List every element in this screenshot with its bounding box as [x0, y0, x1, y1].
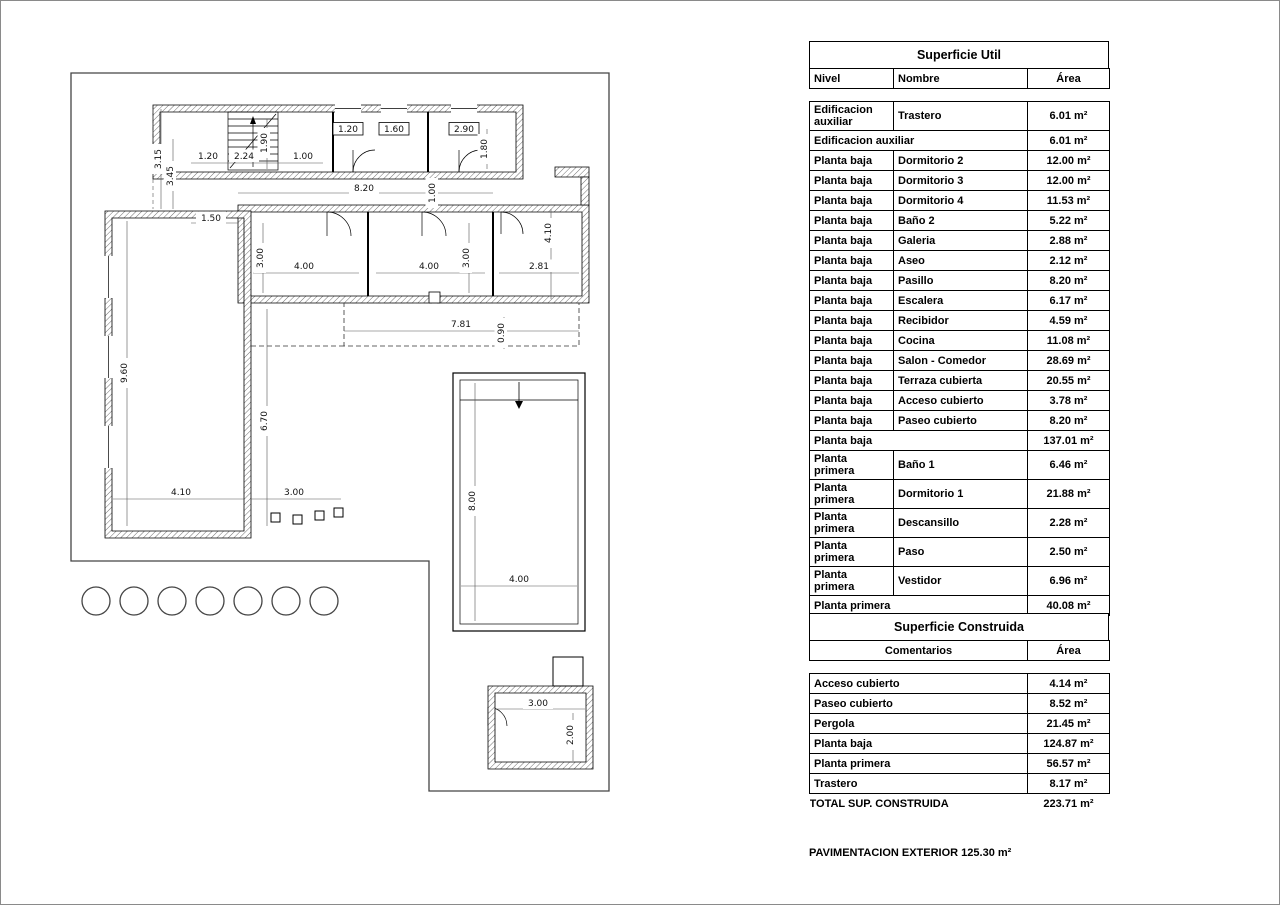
dimension-label: 6.70	[260, 410, 270, 432]
dimension-label: 1.90	[260, 132, 270, 154]
cell: Terraza cubierta	[894, 371, 1028, 391]
column-header-nombre: Nombre	[894, 69, 1028, 89]
total-row	[810, 794, 1110, 814]
cell: Acceso cubierto	[894, 391, 1028, 411]
dimension-label: 4.00	[508, 575, 530, 585]
cell: Trastero	[810, 774, 1028, 794]
cell: Planta baja	[810, 291, 894, 311]
table-row	[810, 538, 1110, 567]
cell: Planta baja	[810, 391, 894, 411]
cell: 6.01 m²	[1028, 102, 1110, 131]
column-header-comentarios: Comentarios	[810, 641, 1028, 661]
cell: Galeria	[894, 231, 1028, 251]
door-marker	[429, 292, 440, 303]
table-row	[810, 271, 1110, 291]
dimension-label: 1.00	[292, 152, 314, 162]
table-row	[810, 151, 1110, 171]
dimension-label: 1.20	[337, 125, 359, 135]
cell: Planta baja	[810, 151, 894, 171]
dimension-label: 4.10	[544, 222, 554, 244]
cell: 11.53 m²	[1028, 191, 1110, 211]
cell: Paseo cubierto	[810, 694, 1028, 714]
table-row	[810, 351, 1110, 371]
cell: Dormitorio 4	[894, 191, 1028, 211]
dimension-label: 3.00	[527, 699, 549, 709]
cell: 21.88 m²	[1028, 480, 1110, 509]
cell: 6.46 m²	[1028, 451, 1110, 480]
pergola-posts	[271, 508, 343, 524]
dimension-label: 2.24	[233, 152, 255, 162]
table-row	[810, 674, 1110, 694]
cell: 56.57 m²	[1028, 754, 1110, 774]
column-header-area: Área	[1028, 69, 1110, 89]
cell: 4.14 m²	[1028, 674, 1110, 694]
superficie-util-table	[809, 41, 1109, 635]
dimension-label: 1.00	[428, 182, 438, 204]
cell: 8.17 m²	[1028, 774, 1110, 794]
cell: Planta baja	[810, 431, 1028, 451]
cell: 2.88 m²	[1028, 231, 1110, 251]
cell: Planta primera	[810, 567, 894, 596]
table-row	[810, 191, 1110, 211]
cell: Planta baja	[810, 251, 894, 271]
dimension-label: 2.81	[528, 262, 550, 272]
terrace-outline	[251, 303, 579, 346]
superficie-util-rows	[809, 101, 1110, 635]
dimension-label: 7.81	[450, 320, 472, 330]
cell: Edificacion auxiliar	[810, 102, 894, 131]
dimension-label: 3.15	[154, 148, 164, 170]
cell: Baño 2	[894, 211, 1028, 231]
column-header-nivel: Nivel	[810, 69, 894, 89]
table-row	[810, 714, 1110, 734]
cell: 40.08 m²	[1028, 596, 1110, 616]
cell: TOTAL SUP. CONSTRUIDA	[809, 797, 949, 810]
cell: Aseo	[894, 251, 1028, 271]
dimension-label: 4.10	[170, 488, 192, 498]
table-row	[810, 311, 1110, 331]
window-openings	[105, 105, 537, 729]
dimension-label: 9.60	[120, 362, 130, 384]
cell: Dormitorio 2	[894, 151, 1028, 171]
dimension-label: 3.45	[166, 165, 176, 187]
cell: 8.20 m²	[1028, 271, 1110, 291]
cell: Acceso cubierto	[810, 674, 1028, 694]
cell: Planta primera	[810, 451, 894, 480]
cell: 6.17 m²	[1028, 291, 1110, 311]
cell: 6.01 m²	[1028, 131, 1110, 151]
cell: Escalera	[894, 291, 1028, 311]
dimension-label: 3.00	[462, 247, 472, 269]
dimension-label: 1.50	[200, 214, 222, 224]
trees	[82, 587, 338, 615]
table-row	[810, 509, 1110, 538]
cell: 21.45 m²	[1028, 714, 1110, 734]
table-row	[810, 231, 1110, 251]
dimension-label: 2.00	[566, 724, 576, 746]
cell: Descansillo	[894, 509, 1028, 538]
superficie-construida-body	[810, 674, 1110, 814]
table-row	[810, 211, 1110, 231]
table-row	[810, 171, 1110, 191]
floor-plan-svg	[1, 1, 761, 905]
dimension-label: 4.00	[418, 262, 440, 272]
cell: Salon - Comedor	[894, 351, 1028, 371]
superficie-util-header	[809, 68, 1110, 89]
table-row	[810, 774, 1110, 794]
plot-boundary	[71, 73, 609, 791]
dimension-label: 8.00	[468, 490, 478, 512]
table-row	[810, 480, 1110, 509]
dimension-label: 8.20	[353, 184, 375, 194]
cell: Planta baja	[810, 411, 894, 431]
subtotal-row	[810, 131, 1110, 151]
cell: Planta primera	[810, 480, 894, 509]
table-row	[810, 694, 1110, 714]
table-row	[810, 391, 1110, 411]
cell: Dormitorio 3	[894, 171, 1028, 191]
table-row	[810, 567, 1110, 596]
cell: Dormitorio 1	[894, 480, 1028, 509]
house-walls	[105, 105, 589, 538]
cell: 20.55 m²	[1028, 371, 1110, 391]
table-row	[810, 331, 1110, 351]
table-row	[810, 754, 1110, 774]
cell: Planta primera	[810, 596, 1028, 616]
dimension-label: 3.00	[256, 247, 266, 269]
cell: Cocina	[894, 331, 1028, 351]
cell: Edificacion auxiliar	[810, 131, 1028, 151]
cell: 28.69 m²	[1028, 351, 1110, 371]
subtotal-row	[810, 431, 1110, 451]
dimension-label: 1.20	[197, 152, 219, 162]
dimension-label: 0.90	[497, 322, 507, 344]
cell: 12.00 m²	[1028, 171, 1110, 191]
cell: Planta primera	[810, 509, 894, 538]
cell: Planta baja	[810, 371, 894, 391]
cell: 2.12 m²	[1028, 251, 1110, 271]
cell: 137.01 m²	[1028, 431, 1110, 451]
cell: Pergola	[810, 714, 1028, 734]
cell: Paseo cubierto	[894, 411, 1028, 431]
cell: 124.87 m²	[1028, 734, 1110, 754]
cell: 8.20 m²	[1028, 411, 1110, 431]
table-row	[810, 291, 1110, 311]
table-row	[810, 451, 1110, 480]
cell: 3.78 m²	[1028, 391, 1110, 411]
dimension-label: 1.60	[383, 125, 405, 135]
cell: Planta baja	[810, 351, 894, 371]
header-row	[810, 641, 1110, 661]
cell: Planta baja	[810, 191, 894, 211]
cell: 2.28 m²	[1028, 509, 1110, 538]
cell: 12.00 m²	[1028, 151, 1110, 171]
cell: 5.22 m²	[1028, 211, 1110, 231]
cell: Planta primera	[810, 538, 894, 567]
cell: 2.50 m²	[1028, 538, 1110, 567]
cell: 223.71 m²	[1043, 797, 1094, 810]
dimension-label: 4.00	[293, 262, 315, 272]
cell: Pasillo	[894, 271, 1028, 291]
table-row	[810, 371, 1110, 391]
dimension-label: 2.90	[453, 125, 475, 135]
cell: 6.96 m²	[1028, 567, 1110, 596]
superficie-construida-header	[809, 640, 1110, 661]
cell: Planta primera	[810, 754, 1028, 774]
cell: 8.52 m²	[1028, 694, 1110, 714]
pavimentacion-note: PAVIMENTACION EXTERIOR 125.30 m²	[809, 847, 1012, 859]
cell: Paso	[894, 538, 1028, 567]
cell: Vestidor	[894, 567, 1028, 596]
cell: Planta baja	[810, 231, 894, 251]
cell: Planta baja	[810, 171, 894, 191]
table-row	[810, 102, 1110, 131]
dimension-label: 3.00	[283, 488, 305, 498]
superficie-construida-rows	[809, 673, 1110, 813]
header-row	[810, 69, 1110, 89]
table-row	[810, 411, 1110, 431]
outbuilding	[488, 657, 593, 769]
cell: 4.59 m²	[1028, 311, 1110, 331]
cell: 11.08 m²	[1028, 331, 1110, 351]
superficie-construida-title: Superficie Construida	[809, 613, 1109, 641]
cell: Planta baja	[810, 211, 894, 231]
cell: Planta baja	[810, 271, 894, 291]
column-header-area: Área	[1028, 641, 1110, 661]
table-row	[810, 251, 1110, 271]
superficie-util-body	[810, 102, 1110, 636]
cell: Baño 1	[894, 451, 1028, 480]
cell: Recibidor	[894, 311, 1028, 331]
cell: Trastero	[894, 102, 1028, 131]
table-row	[810, 734, 1110, 754]
cell: Planta baja	[810, 734, 1028, 754]
cell: Planta baja	[810, 311, 894, 331]
superficie-construida-table	[809, 613, 1109, 813]
superficie-util-title: Superficie Util	[809, 41, 1109, 69]
dimension-label: 1.80	[480, 138, 490, 160]
cell: Planta baja	[810, 331, 894, 351]
